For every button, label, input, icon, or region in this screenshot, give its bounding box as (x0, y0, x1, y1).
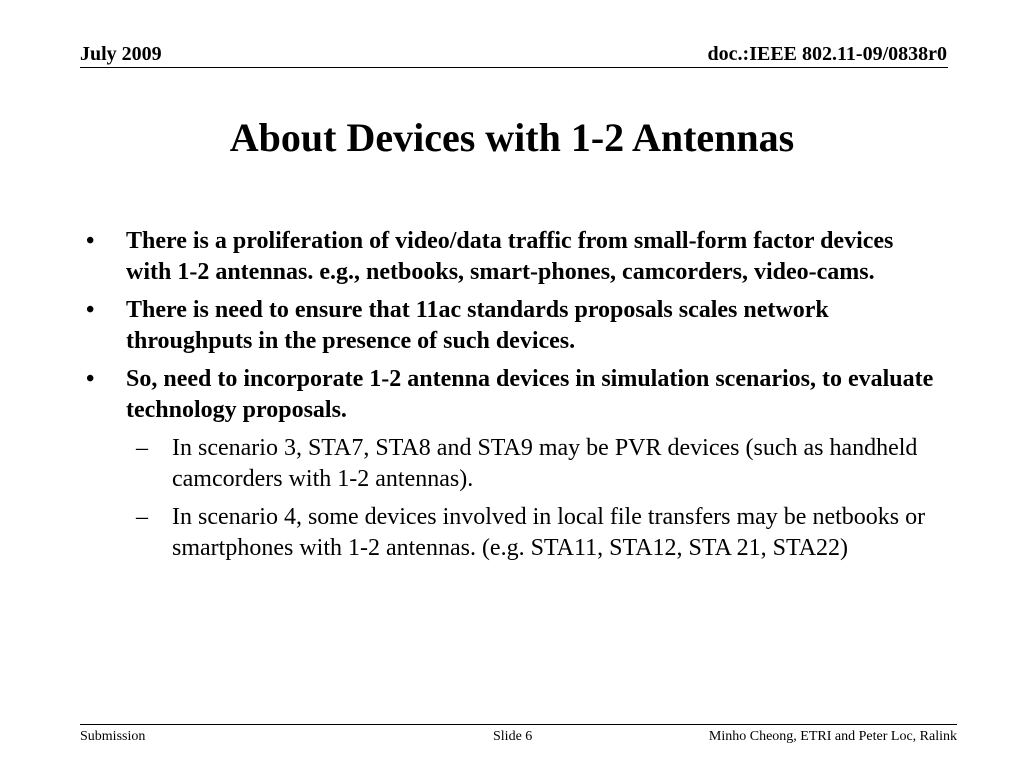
sub-bullet-text: In scenario 4, some devices involved in local file transfers may be netbooks or smartphones with 1-2 antennas. (e.g. STA11, STA12, STA 21, STA22) (172, 504, 926, 561)
header-doc-id: doc.:IEEE 802.11-09/0838r0 (707, 43, 947, 65)
bullet-marker: • (86, 297, 95, 323)
bullet-text: So, need to incorporate 1-2 antenna devices in simulation scenarios, to evaluate technology proposals. (126, 366, 934, 423)
slide-title: About Devices with 1-2 Antennas (229, 115, 795, 160)
footer-authors: Minho Cheong, ETRI and Peter Loc, Ralink (708, 729, 957, 744)
footer-submission: Submission (80, 729, 146, 744)
footer-slide-number: Slide 6 (493, 729, 533, 744)
sub-bullet-marker: – (136, 435, 148, 461)
sub-bullet-text: In scenario 3, STA7, STA8 and STA9 may be PVR devices (such as handheld camcorders with 1-2 antennas). (172, 435, 918, 492)
bullet-marker: • (86, 228, 95, 254)
header-divider (80, 67, 948, 68)
bullet-text: There is a proliferation of video/data traffic from small-form factor devices with 1-2 antennas. e.g., netbooks, smart-phones, camcorders, video-cams. (126, 228, 894, 285)
bullet-text: There is need to ensure that 11ac standards proposals scales network throughputs in the presence of such devices. (126, 297, 829, 354)
header-date: July 2009 (80, 43, 162, 65)
bullet-item (84, 226, 944, 288)
slide-body (84, 226, 944, 571)
sub-bullet-item (84, 502, 944, 564)
bullet-item (84, 364, 944, 426)
bullet-marker: • (86, 366, 95, 392)
bullet-item (84, 295, 944, 357)
sub-bullet-item (84, 433, 944, 495)
sub-bullet-marker: – (136, 504, 148, 530)
footer-divider (80, 724, 957, 725)
